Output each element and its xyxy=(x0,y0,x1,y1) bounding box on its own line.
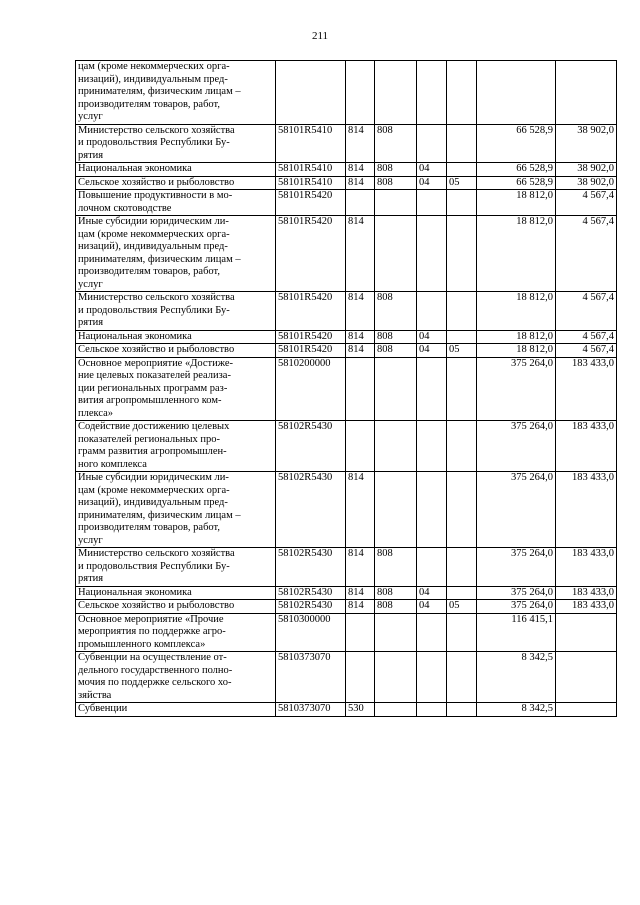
row-name-cell: цам (кроме некоммерческих орга- низаций), индивидуальным пред- принимателям, физическим лицам – производителям товаров, работ, услуг xyxy=(76,61,276,125)
row-sum-1-cell: 18 812,0 xyxy=(477,330,556,344)
row-vr-cell: 814 xyxy=(346,292,375,331)
row-pr-cell xyxy=(447,61,477,125)
row-grbs-cell xyxy=(375,472,417,548)
row-sum-2-cell: 183 433,0 xyxy=(556,548,617,587)
row-vr-cell xyxy=(346,190,375,216)
row-grbs-cell: 808 xyxy=(375,586,417,600)
row-sum-2-cell: 38 902,0 xyxy=(556,163,617,177)
row-grbs-cell xyxy=(375,421,417,472)
row-pr-cell xyxy=(447,216,477,292)
row-pr-cell xyxy=(447,613,477,652)
row-pr-cell xyxy=(447,124,477,163)
table-row xyxy=(76,292,617,331)
row-rz-cell: 04 xyxy=(417,163,447,177)
row-csr-cell: 58101R5420 xyxy=(276,292,346,331)
row-name-cell: Национальная экономика xyxy=(76,330,276,344)
table-row xyxy=(76,330,617,344)
row-name-cell: Национальная экономика xyxy=(76,586,276,600)
row-sum-2-cell: 183 433,0 xyxy=(556,421,617,472)
table-row xyxy=(76,703,617,717)
row-rz-cell: 04 xyxy=(417,330,447,344)
row-csr-cell: 58101R5420 xyxy=(276,330,346,344)
table-row xyxy=(76,176,617,190)
row-sum-2-cell: 4 567,4 xyxy=(556,190,617,216)
row-sum-1-cell: 375 264,0 xyxy=(477,600,556,614)
row-grbs-cell: 808 xyxy=(375,600,417,614)
row-csr-cell: 5810373070 xyxy=(276,652,346,703)
row-sum-1-cell xyxy=(477,61,556,125)
row-csr-cell: 58101R5410 xyxy=(276,124,346,163)
row-vr-cell: 814 xyxy=(346,216,375,292)
row-vr-cell: 814 xyxy=(346,600,375,614)
row-name-cell: Иные субсидии юридическим ли- цам (кроме некоммерческих орга- низаций), индивидуальным пред- принимателям, физическим лицам – производителям товаров, работ, услуг xyxy=(76,216,276,292)
row-grbs-cell xyxy=(375,703,417,717)
table-row xyxy=(76,124,617,163)
row-sum-2-cell xyxy=(556,61,617,125)
row-sum-1-cell: 66 528,9 xyxy=(477,176,556,190)
row-sum-2-cell: 4 567,4 xyxy=(556,292,617,331)
row-sum-2-cell: 183 433,0 xyxy=(556,357,617,421)
row-csr-cell: 58101R5420 xyxy=(276,190,346,216)
row-grbs-cell: 808 xyxy=(375,292,417,331)
row-grbs-cell xyxy=(375,190,417,216)
row-rz-cell: 04 xyxy=(417,586,447,600)
row-csr-cell xyxy=(276,61,346,125)
row-pr-cell: 05 xyxy=(447,176,477,190)
row-csr-cell: 5810300000 xyxy=(276,613,346,652)
row-sum-1-cell: 18 812,0 xyxy=(477,190,556,216)
row-vr-cell: 814 xyxy=(346,330,375,344)
table-row xyxy=(76,344,617,358)
row-grbs-cell xyxy=(375,216,417,292)
row-rz-cell xyxy=(417,61,447,125)
row-pr-cell xyxy=(447,421,477,472)
row-sum-1-cell: 18 812,0 xyxy=(477,344,556,358)
row-grbs-cell xyxy=(375,61,417,125)
page-number: 211 xyxy=(311,30,329,42)
row-sum-2-cell: 4 567,4 xyxy=(556,216,617,292)
row-csr-cell: 58101R5410 xyxy=(276,163,346,177)
row-grbs-cell: 808 xyxy=(375,344,417,358)
row-sum-1-cell: 18 812,0 xyxy=(477,292,556,331)
row-sum-2-cell xyxy=(556,703,617,717)
row-sum-2-cell: 183 433,0 xyxy=(556,600,617,614)
row-sum-1-cell: 66 528,9 xyxy=(477,163,556,177)
row-vr-cell: 814 xyxy=(346,586,375,600)
row-grbs-cell: 808 xyxy=(375,176,417,190)
row-rz-cell xyxy=(417,124,447,163)
row-sum-1-cell: 8 342,5 xyxy=(477,703,556,717)
row-name-cell: Министерство сельского хозяйства и продовольствия Республики Бу- рятия xyxy=(76,548,276,587)
row-grbs-cell: 808 xyxy=(375,124,417,163)
row-csr-cell: 58101R5420 xyxy=(276,216,346,292)
row-vr-cell xyxy=(346,613,375,652)
row-name-cell: Сельское хозяйство и рыболовство xyxy=(76,600,276,614)
table-row xyxy=(76,548,617,587)
row-pr-cell xyxy=(447,330,477,344)
row-sum-1-cell: 66 528,9 xyxy=(477,124,556,163)
row-grbs-cell: 808 xyxy=(375,548,417,587)
table-row xyxy=(76,586,617,600)
row-name-cell: Субвенции на осуществление от- дельного государственного полно- мочия по поддержке сельского хо- зяйства xyxy=(76,652,276,703)
row-vr-cell: 814 xyxy=(346,472,375,548)
row-sum-2-cell: 38 902,0 xyxy=(556,124,617,163)
row-sum-1-cell: 18 812,0 xyxy=(477,216,556,292)
table-row xyxy=(76,652,617,703)
row-sum-1-cell: 8 342,5 xyxy=(477,652,556,703)
table-row xyxy=(76,163,617,177)
row-pr-cell xyxy=(447,652,477,703)
row-name-cell: Сельское хозяйство и рыболовство xyxy=(76,344,276,358)
row-pr-cell xyxy=(447,703,477,717)
row-vr-cell xyxy=(346,357,375,421)
row-rz-cell xyxy=(417,652,447,703)
table-row xyxy=(76,61,617,125)
row-pr-cell xyxy=(447,190,477,216)
row-rz-cell: 04 xyxy=(417,344,447,358)
row-vr-cell: 814 xyxy=(346,548,375,587)
row-name-cell: Содействие достижению целевых показателей региональных про- грамм развития агропромышлен- ного комплекса xyxy=(76,421,276,472)
row-vr-cell: 814 xyxy=(346,176,375,190)
row-grbs-cell xyxy=(375,652,417,703)
row-sum-1-cell: 375 264,0 xyxy=(477,421,556,472)
row-csr-cell: 58102R5430 xyxy=(276,586,346,600)
row-sum-2-cell xyxy=(556,613,617,652)
row-rz-cell xyxy=(417,421,447,472)
row-sum-2-cell: 183 433,0 xyxy=(556,472,617,548)
row-rz-cell xyxy=(417,216,447,292)
row-pr-cell xyxy=(447,472,477,548)
row-name-cell: Повышение продуктивности в мо- лочном скотоводстве xyxy=(76,190,276,216)
budget-table xyxy=(75,60,617,717)
row-pr-cell: 05 xyxy=(447,600,477,614)
row-csr-cell: 58102R5430 xyxy=(276,472,346,548)
row-rz-cell: 04 xyxy=(417,600,447,614)
row-csr-cell: 5810200000 xyxy=(276,357,346,421)
table-row xyxy=(76,600,617,614)
row-name-cell: Национальная экономика xyxy=(76,163,276,177)
row-name-cell: Министерство сельского хозяйства и продовольствия Республики Бу- рятия xyxy=(76,292,276,331)
row-pr-cell xyxy=(447,357,477,421)
row-sum-1-cell: 375 264,0 xyxy=(477,472,556,548)
table-row xyxy=(76,421,617,472)
row-vr-cell xyxy=(346,61,375,125)
row-rz-cell: 04 xyxy=(417,176,447,190)
row-vr-cell: 814 xyxy=(346,124,375,163)
row-sum-1-cell: 375 264,0 xyxy=(477,357,556,421)
row-csr-cell: 58102R5430 xyxy=(276,421,346,472)
row-rz-cell xyxy=(417,357,447,421)
table-row xyxy=(76,472,617,548)
row-csr-cell: 58102R5430 xyxy=(276,600,346,614)
row-grbs-cell: 808 xyxy=(375,330,417,344)
row-grbs-cell xyxy=(375,613,417,652)
row-rz-cell xyxy=(417,703,447,717)
row-grbs-cell: 808 xyxy=(375,163,417,177)
row-vr-cell: 814 xyxy=(346,163,375,177)
row-pr-cell xyxy=(447,292,477,331)
row-csr-cell: 58102R5430 xyxy=(276,548,346,587)
row-name-cell: Сельское хозяйство и рыболовство xyxy=(76,176,276,190)
row-csr-cell: 58101R5420 xyxy=(276,344,346,358)
row-sum-2-cell: 4 567,4 xyxy=(556,344,617,358)
row-vr-cell: 814 xyxy=(346,344,375,358)
row-name-cell: Основное мероприятие «Достиже- ние целевых показателей реализа- ции региональных программ раз- вития агропромышленного ком- плекса» xyxy=(76,357,276,421)
row-vr-cell xyxy=(346,652,375,703)
table-row xyxy=(76,216,617,292)
row-rz-cell xyxy=(417,548,447,587)
row-csr-cell: 5810373070 xyxy=(276,703,346,717)
row-rz-cell xyxy=(417,190,447,216)
row-sum-2-cell: 38 902,0 xyxy=(556,176,617,190)
row-pr-cell xyxy=(447,548,477,587)
row-rz-cell xyxy=(417,292,447,331)
table-row xyxy=(76,613,617,652)
row-pr-cell xyxy=(447,163,477,177)
row-name-cell: Основное мероприятие «Прочие мероприятия по поддержке агро- промышленного комплекса» xyxy=(76,613,276,652)
row-sum-1-cell: 375 264,0 xyxy=(477,548,556,587)
row-sum-1-cell: 116 415,1 xyxy=(477,613,556,652)
row-pr-cell: 05 xyxy=(447,344,477,358)
row-vr-cell xyxy=(346,421,375,472)
row-rz-cell xyxy=(417,472,447,548)
table-row xyxy=(76,357,617,421)
row-name-cell: Субвенции xyxy=(76,703,276,717)
row-sum-2-cell: 4 567,4 xyxy=(556,330,617,344)
row-csr-cell: 58101R5410 xyxy=(276,176,346,190)
table-row xyxy=(76,190,617,216)
budget-table-body xyxy=(76,61,617,717)
row-name-cell: Иные субсидии юридическим ли- цам (кроме некоммерческих орга- низаций), индивидуальным пред- принимателям, физическим лицам – производителям товаров, работ, услуг xyxy=(76,472,276,548)
row-rz-cell xyxy=(417,613,447,652)
row-vr-cell: 530 xyxy=(346,703,375,717)
row-pr-cell xyxy=(447,586,477,600)
row-grbs-cell xyxy=(375,357,417,421)
row-name-cell: Министерство сельского хозяйства и продовольствия Республики Бу- рятия xyxy=(76,124,276,163)
row-sum-2-cell xyxy=(556,652,617,703)
row-sum-2-cell: 183 433,0 xyxy=(556,586,617,600)
row-sum-1-cell: 375 264,0 xyxy=(477,586,556,600)
